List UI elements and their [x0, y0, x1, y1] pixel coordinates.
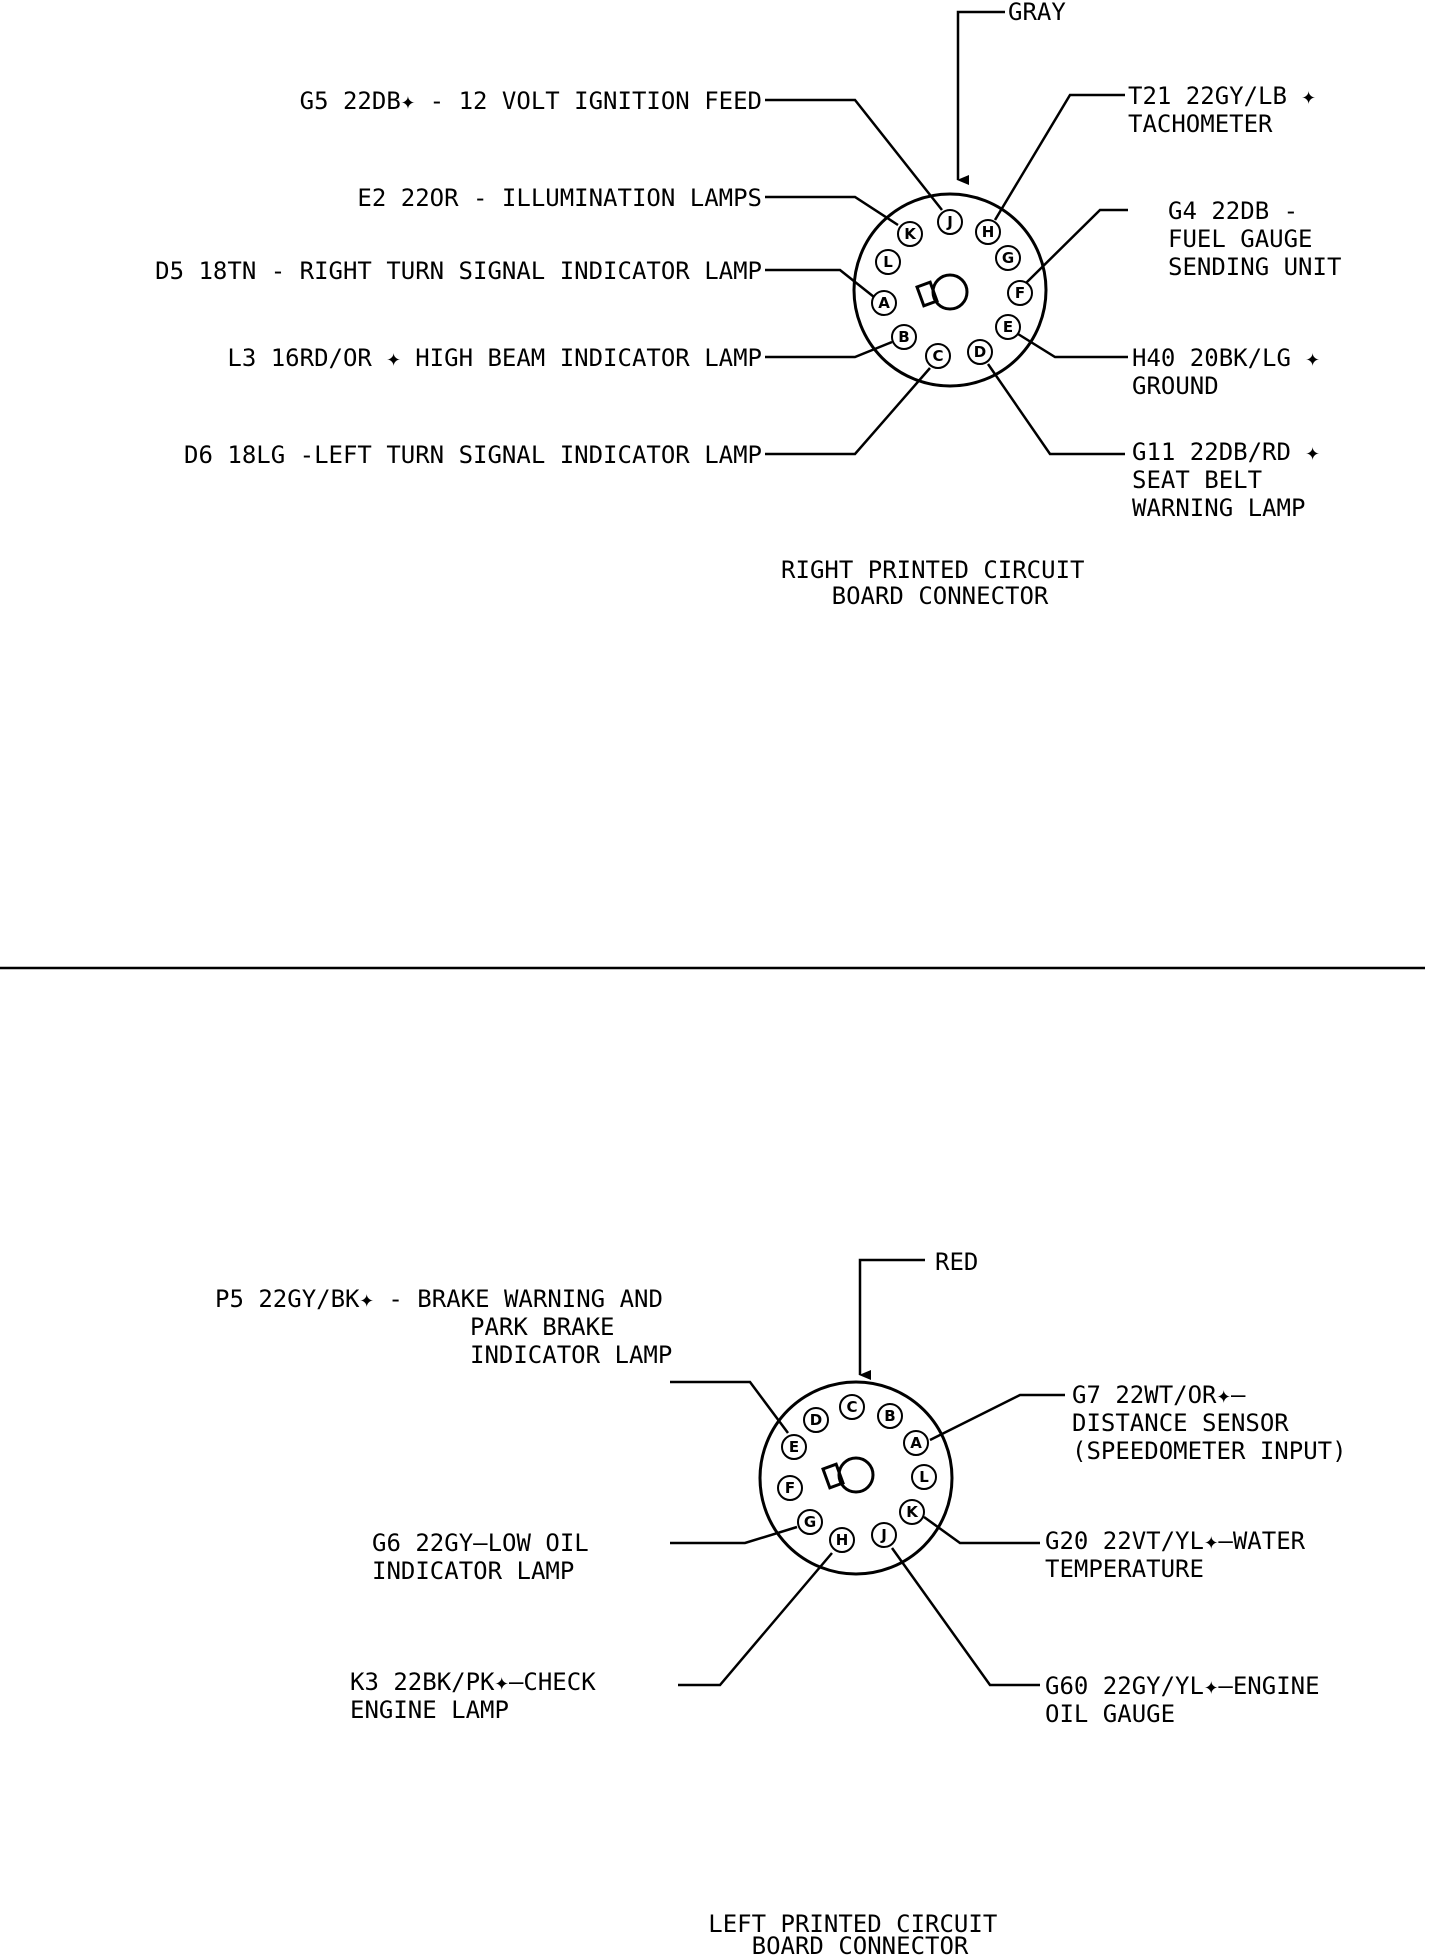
right-connector-color-label: GRAY	[1008, 0, 1066, 26]
gray-arrow-line	[958, 12, 1005, 180]
svg-text:E: E	[1002, 318, 1014, 336]
wire-g60	[892, 1548, 1040, 1685]
pin-g	[996, 246, 1020, 270]
left-connector-key	[839, 1458, 873, 1492]
wire-d5	[765, 270, 874, 297]
svg-text:D: D	[809, 1411, 823, 1429]
label-e2: E2 22OR - ILLUMINATION LAMPS	[357, 184, 762, 212]
svg-text:B: B	[884, 1407, 896, 1425]
svg-text:L: L	[919, 1468, 929, 1486]
pin-k	[898, 222, 922, 246]
svg-text:C: C	[846, 1398, 858, 1416]
left-connector-pins	[778, 1395, 936, 1552]
svg-text:C: C	[932, 347, 944, 365]
svg-text:K: K	[906, 1503, 918, 1521]
label-d6: D6 18LG -LEFT TURN SIGNAL INDICATOR LAMP	[184, 441, 762, 469]
pin-d	[804, 1408, 828, 1432]
pin-g	[798, 1510, 822, 1534]
wire-l3	[765, 342, 892, 357]
pin-a	[904, 1431, 928, 1455]
wire-g11	[988, 364, 1125, 454]
label-g4: G4 22DB - FUEL GAUGE SENDING UNIT	[1168, 197, 1342, 281]
pin-j	[938, 210, 962, 234]
svg-text:A: A	[910, 1434, 922, 1452]
left-connector-section	[215, 1248, 1347, 1960]
pin-b	[878, 1404, 902, 1428]
label-d5: D5 18TN - RIGHT TURN SIGNAL INDICATOR LAMP	[155, 257, 762, 285]
wire-t21	[995, 95, 1125, 220]
label-t21: T21 22GY/LB ✦ TACHOMETER	[1128, 82, 1316, 138]
pin-f	[1008, 281, 1032, 305]
pin-k	[900, 1500, 924, 1524]
wire-e2	[765, 197, 898, 225]
pin-d	[968, 340, 992, 364]
pin-h	[830, 1528, 854, 1552]
svg-text:J: J	[947, 213, 953, 231]
right-connector-key	[933, 275, 967, 309]
label-p5: P5 22GY/BK✦ - BRAKE WARNING AND PARK BRAKE INDICATOR LAMP	[215, 1285, 673, 1369]
svg-text:H: H	[835, 1531, 849, 1549]
label-g60: G60 22GY/YL✦—ENGINE OIL GAUGE	[1045, 1672, 1320, 1728]
label-g20: G20 22VT/YL✦—WATER TEMPERATURE	[1045, 1527, 1306, 1583]
svg-text:H: H	[981, 223, 995, 241]
label-h40: H40 20BK/LG ✦ GROUND	[1132, 344, 1320, 400]
red-arrow-line	[860, 1260, 925, 1375]
wire-g5	[765, 100, 942, 210]
pin-j	[872, 1523, 896, 1547]
svg-text:A: A	[878, 294, 890, 312]
left-connector-caption: LEFT PRINTED CIRCUIT BOARD CONNECTOR	[708, 1910, 998, 1960]
pin-c	[840, 1395, 864, 1419]
svg-text:L: L	[883, 253, 893, 271]
right-connector-caption: RIGHT PRINTED CIRCUIT BOARD CONNECTOR	[781, 556, 1085, 610]
svg-text:B: B	[898, 328, 910, 346]
pin-l	[876, 250, 900, 274]
wire-d6	[765, 368, 930, 454]
pin-c	[926, 344, 950, 368]
label-g11: G11 22DB/RD ✦ SEAT BELT WARNING LAMP	[1132, 438, 1320, 522]
svg-text:D: D	[973, 343, 987, 361]
svg-text:G: G	[803, 1513, 817, 1531]
label-l3: L3 16RD/OR ✦ HIGH BEAM INDICATOR LAMP	[227, 344, 762, 372]
svg-text:J: J	[881, 1526, 887, 1544]
wire-k3	[678, 1553, 832, 1685]
right-connector-pins	[872, 210, 1032, 368]
label-g5: G5 22DB✦ - 12 VOLT IGNITION FEED	[299, 87, 762, 115]
wire-g4	[1026, 210, 1128, 283]
wire-g7	[930, 1395, 1065, 1440]
left-connector-color-label: RED	[935, 1248, 979, 1276]
svg-text:K: K	[904, 225, 916, 243]
svg-text:F: F	[1014, 284, 1026, 302]
pin-a	[872, 291, 896, 315]
pin-h	[976, 220, 1000, 244]
svg-text:E: E	[788, 1438, 800, 1456]
pin-e	[782, 1435, 806, 1459]
label-g7: G7 22WT/OR✦— DISTANCE SENSOR (SPEEDOMETER INPUT)	[1072, 1381, 1347, 1465]
pin-e	[996, 315, 1020, 339]
pin-l	[912, 1465, 936, 1489]
label-k3: K3 22BK/PK✦—CHECK ENGINE LAMP	[350, 1668, 596, 1724]
svg-text:F: F	[784, 1479, 796, 1497]
right-connector-section	[155, 0, 1341, 610]
pin-b	[892, 325, 916, 349]
svg-text:G: G	[1001, 249, 1015, 267]
wire-p5	[670, 1382, 788, 1433]
pin-f	[778, 1476, 802, 1500]
label-g6: G6 22GY—LOW OIL INDICATOR LAMP	[372, 1529, 589, 1585]
